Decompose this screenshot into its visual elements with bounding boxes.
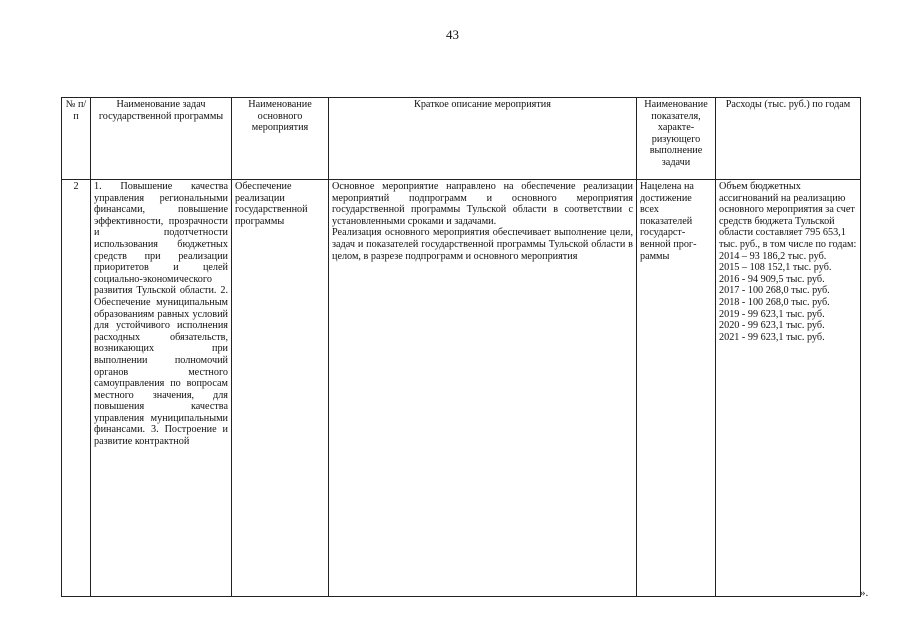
row-main-activity: Обеспечение реализации государственной программы	[232, 180, 329, 597]
expense-year-2020: 2020 - 99 623,1 тыс. руб.	[719, 320, 825, 332]
table-row	[62, 180, 861, 597]
header-expenses: Расходы (тыс. руб.) по годам	[716, 98, 861, 180]
header-description: Краткое описание мероприятия	[329, 98, 637, 180]
header-tasks: Наименование задач государственной программы	[91, 98, 232, 180]
page-number: 43	[446, 27, 459, 42]
description-paragraph-2: Реализация основного мероприятия обеспечивает выполнение цели, задач и показателей государственной программы Тульской области в целом, в разрезе подпрограмм и основного мероприятия	[332, 227, 633, 262]
expense-year-2019: 2019 - 99 623,1 тыс. руб.	[719, 308, 825, 320]
program-table	[61, 97, 861, 597]
description-paragraph-1: Основное мероприятие направлено на обеспечение реализации мероприятий подпрограмм и основного мероприятия государственной программы Тульской области в соответствии с установленными сроками и задачами.	[332, 181, 633, 227]
row-tasks: 1. Повышение качества управления региональными финансами, повышение эффективности, прозрачности и подотчетности использования бюджетных средств при реализации приоритетов и целей социально-экономического развития Тульской области. 2. Обеспечение муниципальным образованиям равных условий для устойчивого исполнения расходных обязательств, возникающих при выполнении полномочий органов местного самоуправления по вопросам местного значения, для повышения качества управления муниципальными финансами. 3. Построение и развитие контрактной	[91, 180, 232, 597]
table-header-row	[62, 98, 861, 180]
header-main-activity: Наименование основного мероприятия	[232, 98, 329, 180]
expense-year-2018: 2018 - 100 268,0 тыс. руб.	[719, 296, 830, 308]
row-description	[329, 180, 637, 597]
row-indicator: Нацелена на достижение всех показателей государст-венной прог-раммы	[637, 180, 716, 597]
expenses-intro: Объем бюджетных ассигнований на реализацию основного мероприятия за счет средств бюджета Тульской области составляет 795 653,1 тыс. руб., в том числе по годам:	[719, 181, 857, 250]
row-number: 2	[62, 180, 91, 597]
expense-year-2017: 2017 - 100 268,0 тыс. руб.	[719, 285, 830, 297]
trailing-mark: ».	[860, 587, 869, 599]
expense-year-2021: 2021 - 99 623,1 тыс. руб.	[719, 331, 825, 343]
expense-year-2015: 2015 – 108 152,1 тыс. руб.	[719, 262, 832, 274]
header-number: № п/п	[62, 98, 91, 180]
expense-year-2014: 2014 – 93 186,2 тыс. руб.	[719, 250, 827, 262]
row-expenses	[716, 180, 861, 597]
header-indicator: Наименование показателя, характе-ризующего выполнение задачи	[637, 98, 716, 180]
expense-year-2016: 2016 - 94 909,5 тыс. руб.	[719, 273, 825, 285]
